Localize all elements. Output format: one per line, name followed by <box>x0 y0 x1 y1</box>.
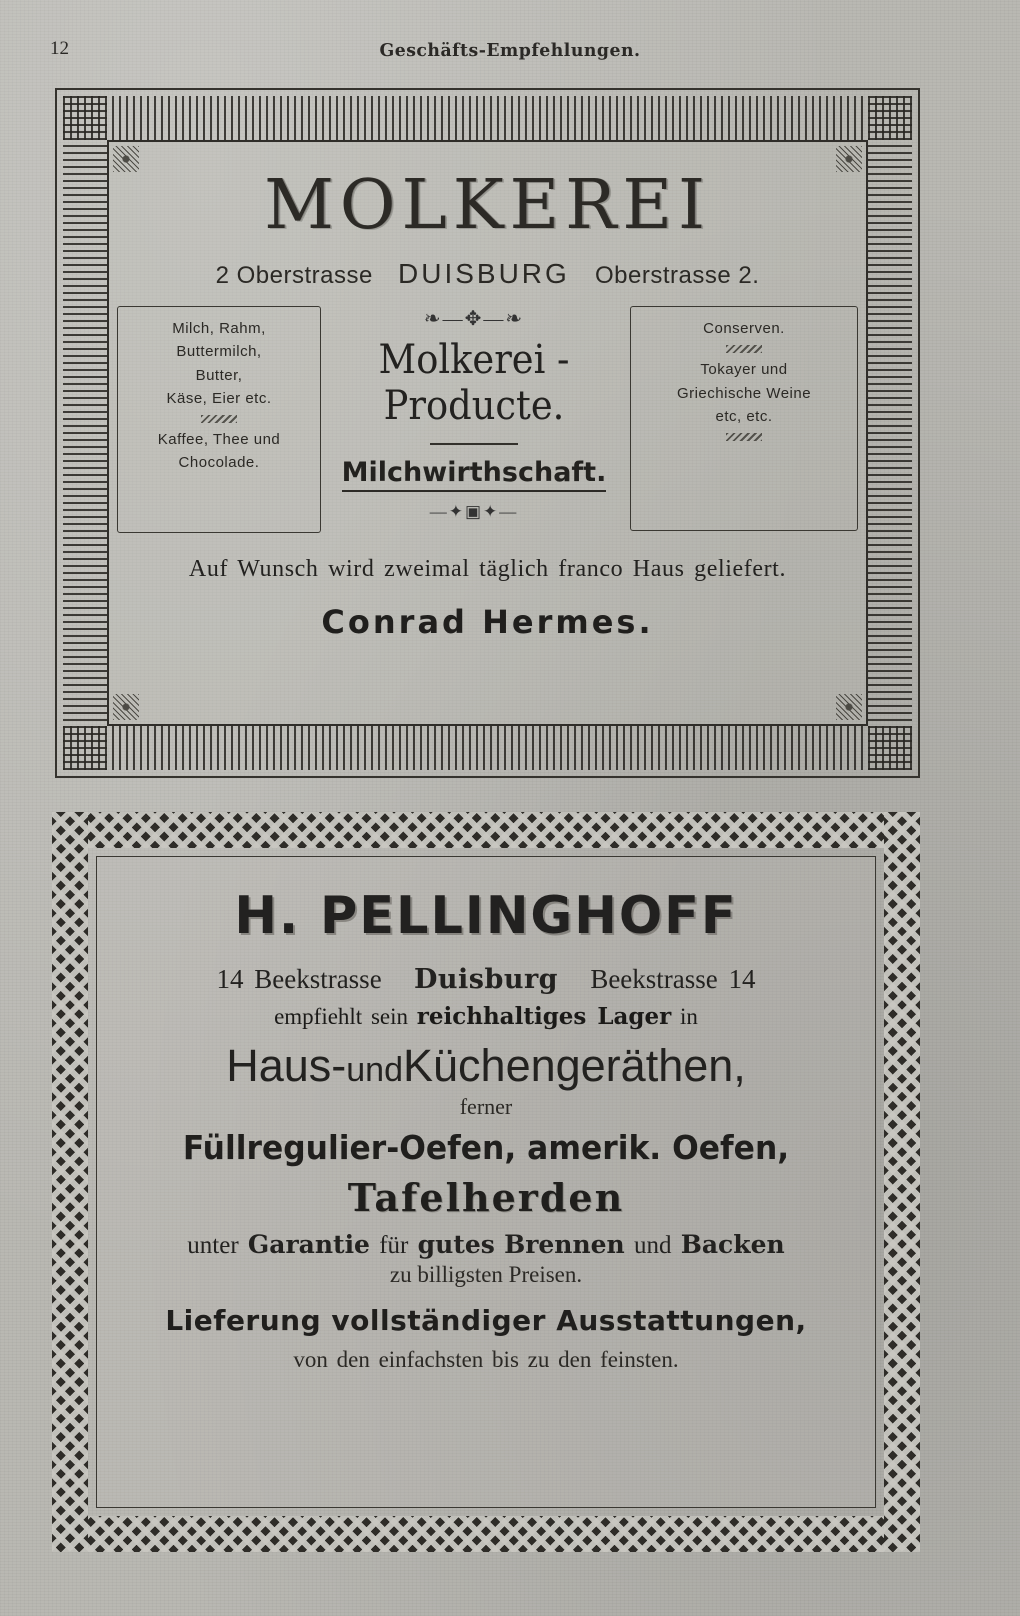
ad2-guarantee-w1: unter <box>187 1232 239 1259</box>
ad2-goods-part1: Haus- <box>226 1040 347 1091</box>
divider-ornament-icon <box>726 345 762 353</box>
page-header <box>0 38 1020 68</box>
ad2-stoves: Füllregulier-Oefen, amerik. Oefen, <box>182 1128 790 1167</box>
ad2-goods-part2: und <box>346 1051 403 1089</box>
diamond-border-right-icon <box>884 812 920 1552</box>
ad1-right-box <box>630 306 858 531</box>
ornament-band-right-icon <box>868 96 912 770</box>
ad2-title: H. PELLINGHOFF <box>234 886 738 946</box>
ad1-columns <box>117 306 858 538</box>
ad2-recommend-strong: reichhaltiges Lager <box>416 1003 672 1030</box>
ad2-guarantee-b1: Garantie <box>247 1230 370 1259</box>
ad2-address-right: Beekstrasse 14 <box>590 964 756 994</box>
ad2-outfits: Lieferung vollständiger Ausstattungen, <box>165 1304 807 1337</box>
ad1-title: MOLKEREI <box>264 166 711 245</box>
ad2-guarantee-w3: und <box>633 1232 672 1259</box>
ornament-band-top-icon <box>63 96 912 140</box>
ad1-left-line2: Chocolade. <box>178 454 260 472</box>
flourish-ornament-icon: ❧—✥—❧ <box>423 308 525 330</box>
ad2-guarantee-line <box>110 1230 862 1260</box>
ad1-subhead: Milchwirthschaft. <box>342 457 607 492</box>
ad2-recommend-post: in <box>680 1004 698 1029</box>
ad1-center-column <box>322 306 626 522</box>
ad2-guarantee-b2: gutes <box>417 1230 495 1259</box>
ad2-prices: zu billigsten Preisen. <box>389 1262 583 1287</box>
ornament-band-bottom-icon <box>63 726 912 770</box>
divider-ornament-icon <box>726 433 762 441</box>
ad1-right-line2: etc, etc. <box>715 407 773 425</box>
advertisement-pellinghoff <box>52 812 920 1552</box>
ad2-goods-headline <box>110 1040 862 1092</box>
ad1-right-line2: Tokayer und <box>700 361 788 379</box>
ad1-address-line <box>117 258 858 290</box>
ad1-headline: Molkerei - Producte. <box>378 337 570 429</box>
ad2-guarantee-w2: für <box>379 1232 409 1259</box>
ad1-right-line2: Griechische Weine <box>676 384 812 402</box>
ad2-recommend-line <box>110 1003 862 1030</box>
flourish-ornament-icon: —✦▣✦— <box>429 502 519 521</box>
ad1-body <box>117 150 858 716</box>
rule-divider <box>430 443 518 445</box>
ad2-tables: Tafelherden <box>347 1175 625 1220</box>
ad2-address-left: 14 Beekstrasse <box>216 964 382 994</box>
ad1-city: DUISBURG <box>398 258 570 289</box>
ad2-recommend-pre: empfiehlt sein <box>274 1004 408 1029</box>
ad1-left-box <box>117 306 321 533</box>
ad2-city: Duisburg <box>413 964 559 995</box>
ad2-address-line <box>110 964 862 995</box>
ad1-right-line: Conserven. <box>703 320 785 337</box>
ad2-body <box>110 836 862 1528</box>
ad1-address-left: 2 Oberstrasse <box>215 262 373 289</box>
advertisement-molkerei <box>55 88 920 778</box>
ad1-left-line: Käse, Eier etc. <box>166 389 272 407</box>
ad1-signature: Conrad Hermes. <box>321 603 654 641</box>
divider-ornament-icon <box>201 415 237 423</box>
ad1-left-line: Milch, Rahm, <box>172 320 266 337</box>
ad1-address-right: Oberstrasse 2. <box>594 262 760 289</box>
ad2-guarantee-b3: Brennen <box>504 1230 625 1259</box>
ad2-guarantee-b4: Backen <box>680 1230 785 1259</box>
running-head: Geschäfts-Empfehlungen. <box>379 40 641 61</box>
ornament-band-left-icon <box>63 96 107 770</box>
ad1-left-line: Buttermilch, <box>176 343 262 361</box>
ad1-left-line2: Kaffee, Thee und <box>157 431 281 448</box>
ad2-goods-part3: Küchengeräthen, <box>403 1040 746 1091</box>
ad1-left-line: Butter, <box>195 366 243 384</box>
page-number: 12 <box>50 38 69 59</box>
diamond-border-left-icon <box>52 812 88 1552</box>
ad2-range: von den einfachsten bis zu den feinsten. <box>293 1347 679 1372</box>
ad1-delivery-note: Auf Wunsch wird zweimal täglich franco Haus geliefert. <box>188 556 787 582</box>
ad2-ferner: ferner <box>459 1094 513 1119</box>
